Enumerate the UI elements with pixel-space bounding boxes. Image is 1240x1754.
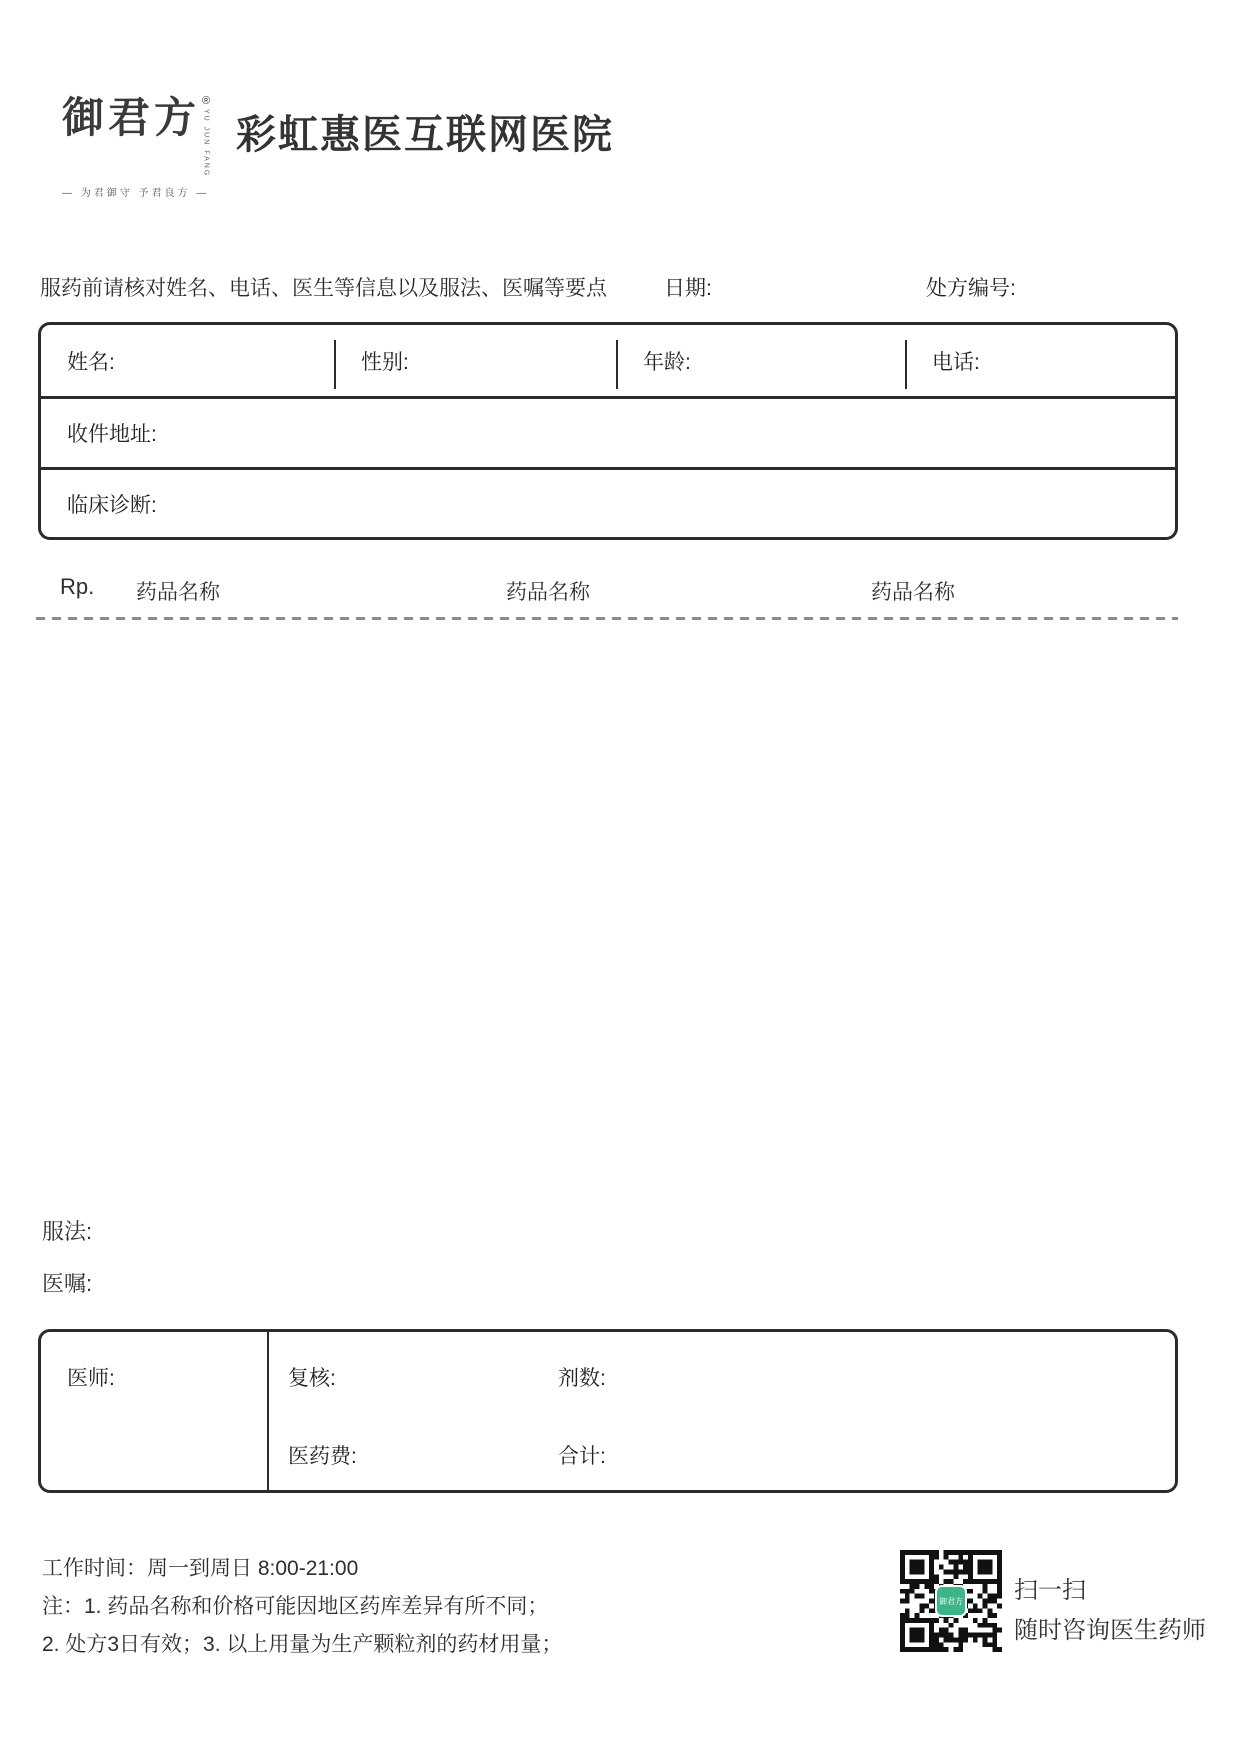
rp-divider-dashed-line — [36, 617, 1178, 620]
drug-name-column-3: 药品名称 — [871, 581, 955, 604]
brand-tagline: — 为君御守 予君良方 — — [62, 188, 210, 200]
rx-number-label: 处方编号: — [926, 277, 1016, 300]
divider — [905, 340, 907, 389]
drug-name-column-1: 药品名称 — [136, 581, 220, 604]
address-label: 收件地址: — [67, 423, 157, 446]
doctor-advice-label: 医嘱: — [42, 1271, 93, 1296]
phone-field — [906, 325, 1175, 396]
doses-label: 剂数: — [558, 1367, 606, 1390]
age-field — [617, 325, 906, 396]
address-field — [41, 399, 1175, 470]
medicine-fee-label: 医药费: — [288, 1445, 357, 1468]
fee-total-row — [288, 1440, 1175, 1470]
working-hours: 工作时间：周一到周日 8:00-21:00 — [42, 1557, 359, 1580]
brand-logo-text: 御君方 — [62, 93, 201, 142]
patient-row-basic — [41, 325, 1175, 399]
scan-label: 扫一扫 — [1014, 1577, 1086, 1604]
note-line-1: 注：1. 药品名称和价格可能因地区药库差异有所不同； — [42, 1595, 549, 1618]
diagnosis-label: 临床诊断: — [67, 493, 157, 517]
signoff-right-panel — [269, 1332, 1175, 1490]
qr-center-logo: 御君方 — [935, 1585, 967, 1617]
qr-code — [900, 1550, 1002, 1652]
gender-field — [335, 325, 617, 396]
physician-label: 医师: — [67, 1367, 115, 1390]
patient-info-box — [38, 322, 1178, 540]
brand-logo — [62, 93, 211, 200]
verification-notice: 服药前请核对姓名、电话、医生等信息以及服法、医嘱等要点 — [40, 277, 607, 300]
diagnosis-field — [41, 470, 1175, 537]
drug-name-column-2: 药品名称 — [506, 581, 590, 604]
age-label: 年龄: — [643, 350, 691, 374]
review-dose-row — [288, 1362, 1175, 1392]
rp-label: Rp. — [60, 574, 95, 599]
usage-label: 服法: — [42, 1219, 93, 1244]
hospital-name: 彩虹惠医互联网医院 — [236, 113, 614, 157]
date-label: 日期: — [664, 277, 712, 300]
divider — [616, 340, 618, 389]
name-field — [41, 325, 335, 396]
registered-trademark-icon: ® — [202, 95, 211, 107]
physician-field — [41, 1332, 269, 1490]
total-label: 合计: — [558, 1445, 606, 1468]
name-label: 姓名: — [67, 350, 115, 374]
note-line-2: 2. 处方3日有效；3. 以上用量为生产颗粒剂的药材用量； — [42, 1633, 563, 1656]
reviewer-label: 复核: — [288, 1367, 336, 1390]
scan-caption: 随时咨询医生药师 — [1014, 1617, 1206, 1644]
phone-label: 电话: — [932, 350, 980, 374]
signoff-box — [38, 1329, 1178, 1493]
gender-label: 性别: — [361, 350, 409, 374]
divider — [334, 340, 336, 389]
brand-logo-side-text: YU JUN FANG — [202, 109, 210, 178]
